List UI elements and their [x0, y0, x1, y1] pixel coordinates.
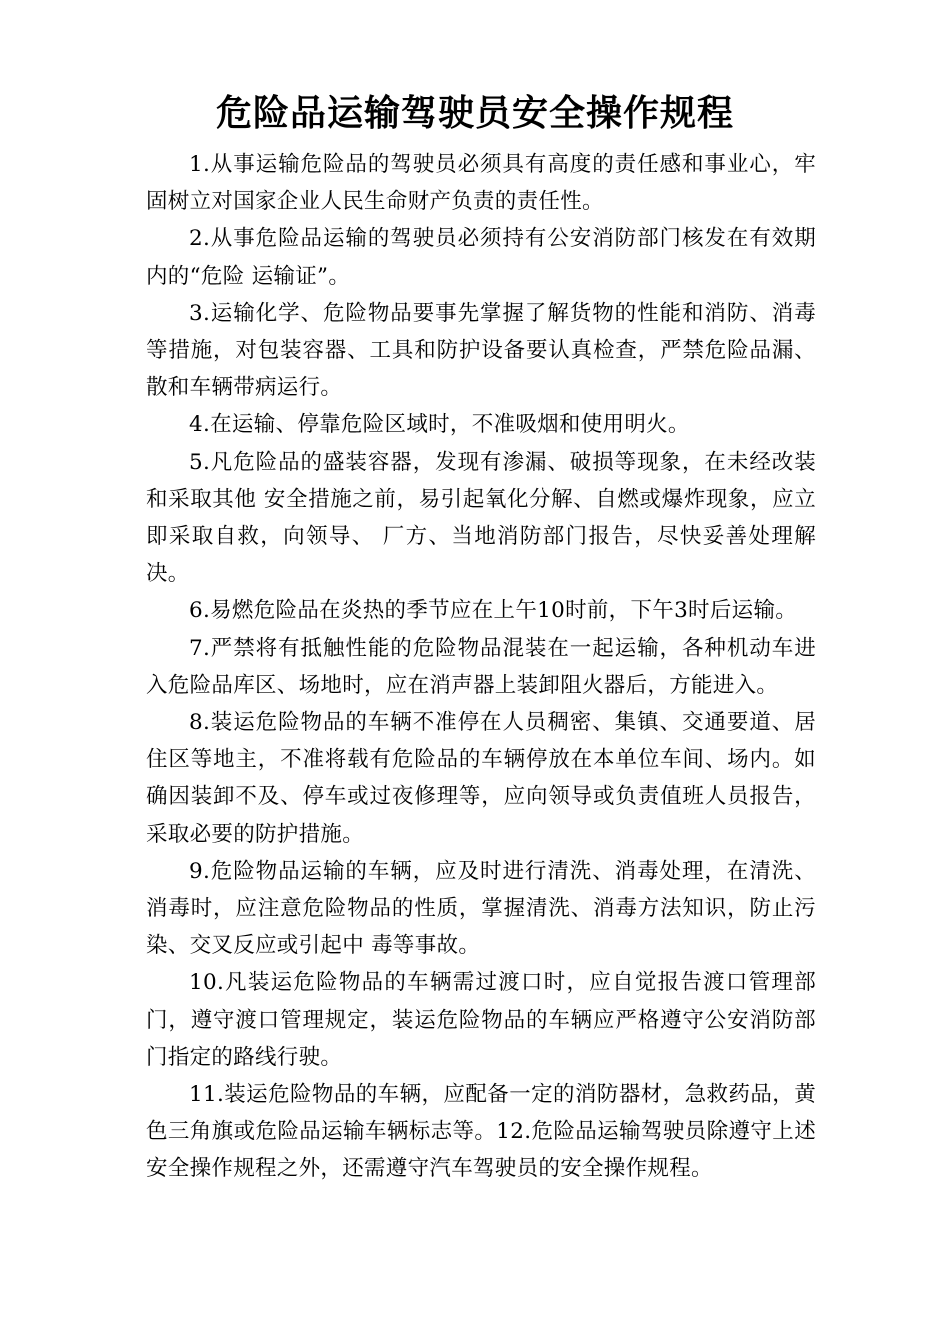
- document-body: [146, 146, 816, 1188]
- paragraph-7: 7.严禁将有抵触性能的危险物品混装在一起运输，各种机动车进入危险品库区、场地时，应在消声器上装卸阻火器后，方能进入。: [146, 635, 816, 698]
- paragraph-5: 5.凡危险品的盛装容器，发现有渗漏、破损等现象，在未经改装和采取其他 安全措施之前，易引起氧化分解、自燃或爆炸现象，应立即采取自救，向领导、 厂方、当地消防部门报告，尽快妥善处理解决。: [146, 449, 816, 587]
- document-title: 危险品运输驾驶员安全操作规程: [215, 93, 734, 134]
- paragraph-11: 11.装运危险物品的车辆，应配备一定的消防器材，急救药品，黄色三角旗或危险品运输车辆标志等。12.危险品运输驾驶员除遵守上述安全操作规程之外，还需遵守汽车驾驶员的安全操作规程。: [146, 1082, 816, 1182]
- paragraph-3: 3.运输化学、危险物品要事先掌握了解货物的性能和消防、消毒等措施，对包装容器、工具和防护设备要认真检查，严禁危险品漏、散和车辆带病运行。: [146, 300, 816, 401]
- paragraph-6: 6.易燃危险品在炎热的季节应在上午10时前，下午3时后运输。: [189, 598, 798, 624]
- paragraph-1: 1.从事运输危险品的驾驶员必须具有高度的责任感和事业心，牢固树立对国家企业人民生命财产负责的责任性。: [146, 152, 816, 215]
- paragraph-10: 10.凡装运危险物品的车辆需过渡口时，应自觉报告渡口管理部门，遵守渡口管理规定，装运危险物品的车辆应严格遵守公安消防部门指定的路线行驶。: [146, 970, 816, 1070]
- paragraph-2: 2.从事危险品运输的驾驶员必须持有公安消防部门核发在有效期内的“危险 运输证”。: [146, 226, 816, 289]
- paragraph-4: 4.在运输、停靠危险区域时，不准吸烟和使用明火。: [189, 412, 690, 438]
- paragraph-8: 8.装运危险物品的车辆不准停在人员稠密、集镇、交通要道、居住区等地主，不准将载有危险品的车辆停放在本单位车间、场内。如确因装卸不及、停车或过夜修理等，应向领导或负责值班人员报告，采取必要的防护措施。: [146, 710, 816, 847]
- paragraph-9: 9.危险物品运输的车辆，应及时进行清洗、消毒处理，在清洗、消毒时，应注意危险物品的性质，掌握清洗、消毒方法知识，防止污染、交叉反应或引起中 毒等事故。: [146, 858, 816, 959]
